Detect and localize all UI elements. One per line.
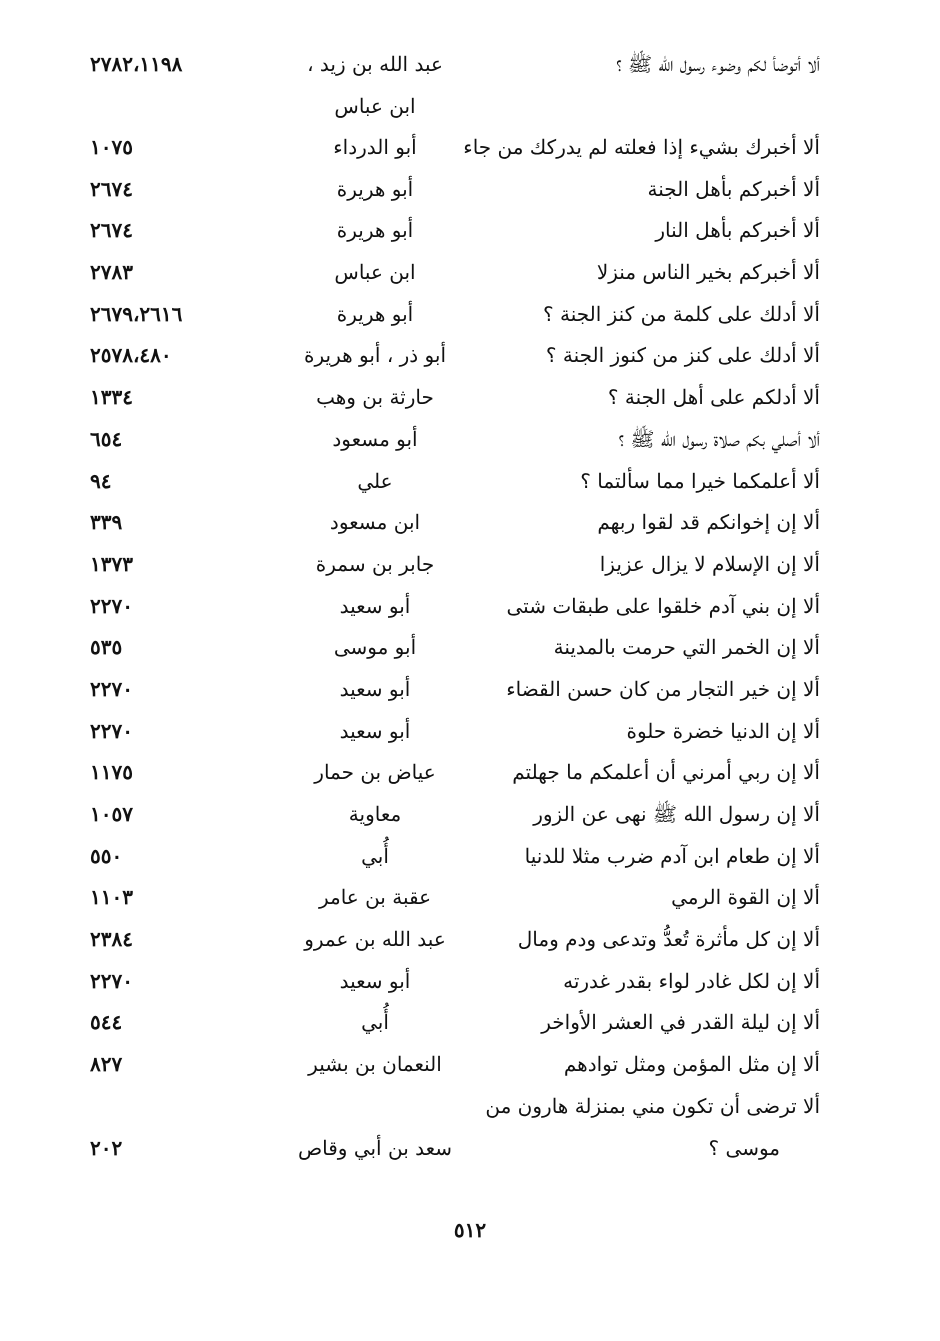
- index-row: [90, 794, 820, 836]
- hadith-numbers: ٦٥٤: [90, 426, 123, 451]
- hadith-text: ألا أعلمكما خيرا مما سألتما ؟: [580, 468, 820, 493]
- index-row: [90, 1002, 820, 1044]
- index-row: [90, 210, 820, 252]
- hadith-text: ألا إن طعام ابن آدم ضرب مثلا للدنيا: [524, 843, 820, 868]
- index-row: [90, 669, 820, 711]
- narrator-name: حارثة بن وهب: [316, 385, 434, 410]
- narrator-name: عقبة بن عامر: [318, 885, 432, 910]
- hadith-text: ألا إن لكل غادر لواء بقدر غدرته: [563, 968, 820, 993]
- narrator-name: أبو سعيد: [339, 968, 411, 993]
- index-row: [90, 877, 820, 919]
- narrator-name: أبو سعيد: [339, 593, 411, 618]
- hadith-text: ألا أدلك على كنز من كنوز الجنة ؟: [545, 343, 820, 368]
- index-row: [90, 44, 820, 127]
- hadith-text: ألا أخبركم بأهل النار: [655, 218, 820, 243]
- hadith-numbers: ١١٧٥: [90, 760, 133, 785]
- index-row: [90, 627, 820, 669]
- narrator-name: أبو الدرداء: [333, 135, 417, 159]
- hadith-text: ألا إن القوة الرمي: [671, 885, 820, 910]
- hadith-numbers: ١٣٣٤: [90, 385, 133, 410]
- hadith-text: ألا إن مثل المؤمن ومثل توادهم: [563, 1052, 820, 1077]
- index-row: [90, 1086, 820, 1170]
- hadith-text: ألا أخبركم بأهل الجنة: [647, 176, 820, 201]
- hadith-numbers: ٢٦٧٤: [90, 218, 133, 243]
- hadith-text: ألا إن كل مأثرة تُعدُّ وتدعى ودم ومال: [517, 927, 820, 952]
- narrator-name: جابر بن سمرة: [315, 551, 435, 576]
- index-row: [90, 586, 820, 628]
- narrator-name: علي: [357, 468, 393, 493]
- hadith-text: ألا أصلي بكم صلاة رسول الله ﷺ ؟: [618, 426, 820, 451]
- index-row: [90, 169, 820, 211]
- hadith-numbers: ٢٧٨٢،١١٩٨: [90, 52, 183, 76]
- hadith-text: ألا أخبرك بشيء إذا فعلته لم يدركك من جاء: [463, 135, 820, 159]
- hadith-numbers: ١٣٧٣: [90, 551, 133, 576]
- hadith-text: ألا إن ليلة القدر في العشر الأواخر: [541, 1010, 820, 1035]
- hadith-text: ألا إن رسول الله ﷺ نهى عن الزور: [533, 802, 820, 826]
- narrator-name: أبو هريرة: [336, 218, 414, 243]
- index-row: [90, 919, 820, 961]
- index-row: [90, 461, 820, 503]
- hadith-text: ألا إن ربي أمرني أن أعلمكم ما جهلتم: [512, 760, 820, 785]
- narrator-name: أبو سعيد: [339, 718, 411, 743]
- narrator-name: ابن مسعود: [329, 510, 421, 535]
- hadith-numbers: ٩٤: [90, 468, 112, 493]
- narrator-name: أبو هريرة: [336, 176, 414, 201]
- index-row: [90, 252, 820, 294]
- index-row: [90, 377, 820, 419]
- hadith-text: ألا إن بني آدم خلقوا على طبقات شتى: [506, 593, 820, 618]
- narrator-name: النعمان بن بشير: [308, 1052, 442, 1077]
- hadith-numbers: ١٠٧٥: [90, 135, 133, 159]
- hadith-text: ألا أخبركم بخير الناس منزلا: [596, 260, 820, 285]
- hadith-numbers: ١١٠٣: [90, 885, 133, 910]
- hadith-numbers: ١٠٥٧: [90, 802, 133, 826]
- index-row: [90, 294, 820, 336]
- hadith-numbers: ٢٢٧٠: [90, 593, 133, 618]
- narrator-name: أبو مسعود: [332, 426, 418, 451]
- hadith-text: ألا أتوضأ لكم وضوء رسول الله ﷺ ؟: [616, 52, 820, 76]
- hadith-numbers: ٢٢٧٠: [90, 718, 133, 743]
- page-number: ٥١٢: [453, 1218, 487, 1242]
- hadith-numbers: ٥٤٤: [90, 1010, 123, 1035]
- hadith-numbers: ٢٧٨٣: [90, 260, 133, 285]
- hadith-numbers: ٢٦٧٩،٢٦١٦: [90, 301, 183, 326]
- hadith-text: ألا إن خير التجار من كان حسن القضاء: [506, 676, 820, 701]
- hadith-numbers: ٢٦٧٤: [90, 176, 133, 201]
- narrator-name: ابن عباس: [334, 260, 416, 285]
- narrator-name: أُبي: [361, 1010, 389, 1035]
- narrator-name: عبد الله بن عمرو: [304, 927, 446, 952]
- index-row: [90, 752, 820, 794]
- hadith-numbers: ٢٢٧٠: [90, 676, 133, 701]
- index-row: [90, 961, 820, 1003]
- index-row: [90, 127, 820, 169]
- hadith-text: ألا ترضى أن تكون مني بمنزلة هارون من: [485, 1093, 820, 1118]
- hadith-text: ألا إن إخوانكم قد لقوا ربهم: [597, 510, 820, 535]
- narrator-name: أبو هريرة: [336, 301, 414, 326]
- index-row: [90, 836, 820, 878]
- hadith-text: ألا إن الإسلام لا يزال عزيزا: [599, 551, 820, 576]
- index-row: [90, 1044, 820, 1086]
- hadith-text: ألا أدلك على كلمة من كنز الجنة ؟: [543, 301, 820, 326]
- index-row: [90, 419, 820, 461]
- hadith-index-table: [90, 44, 820, 1170]
- hadith-text: ألا إن الخمر التي حرمت بالمدينة: [553, 635, 820, 660]
- hadith-numbers: ٢٣٨٤: [90, 927, 133, 952]
- narrator-name: عياض بن حمار: [314, 760, 436, 785]
- narrator-name: أبو ذر ، أبو هريرة: [303, 343, 447, 368]
- hadith-numbers: ٥٣٥: [90, 635, 123, 660]
- index-row: [90, 544, 820, 586]
- index-row: [90, 335, 820, 377]
- hadith-text: ألا إن الدنيا خضرة حلوة: [626, 718, 820, 743]
- hadith-text: ألا أدلكم على أهل الجنة ؟: [607, 385, 820, 410]
- hadith-numbers: ٨٢٧: [90, 1052, 123, 1077]
- narrator-name: أُبي: [361, 843, 389, 868]
- narrator-name: سعد بن أبي وقاص: [297, 1135, 453, 1160]
- hadith-text-continued: موسى ؟: [708, 1135, 780, 1160]
- narrator-name: أبو موسى: [333, 635, 417, 660]
- narrator-name-continued: ابن عباس: [334, 94, 416, 118]
- index-row: [90, 502, 820, 544]
- hadith-numbers: ٢٥٧٨،٤٨٠: [90, 343, 172, 368]
- hadith-numbers: ٥٥٠: [90, 843, 123, 868]
- hadith-numbers: ٢٢٧٠: [90, 968, 133, 993]
- hadith-numbers: ٢٠٢: [90, 1135, 123, 1160]
- index-row: [90, 711, 820, 753]
- hadith-numbers: ٣٣٩: [90, 510, 123, 535]
- narrator-name: عبد الله بن زيد ،: [307, 52, 443, 76]
- narrator-name: معاوية: [348, 802, 402, 826]
- narrator-name: أبو سعيد: [339, 676, 411, 701]
